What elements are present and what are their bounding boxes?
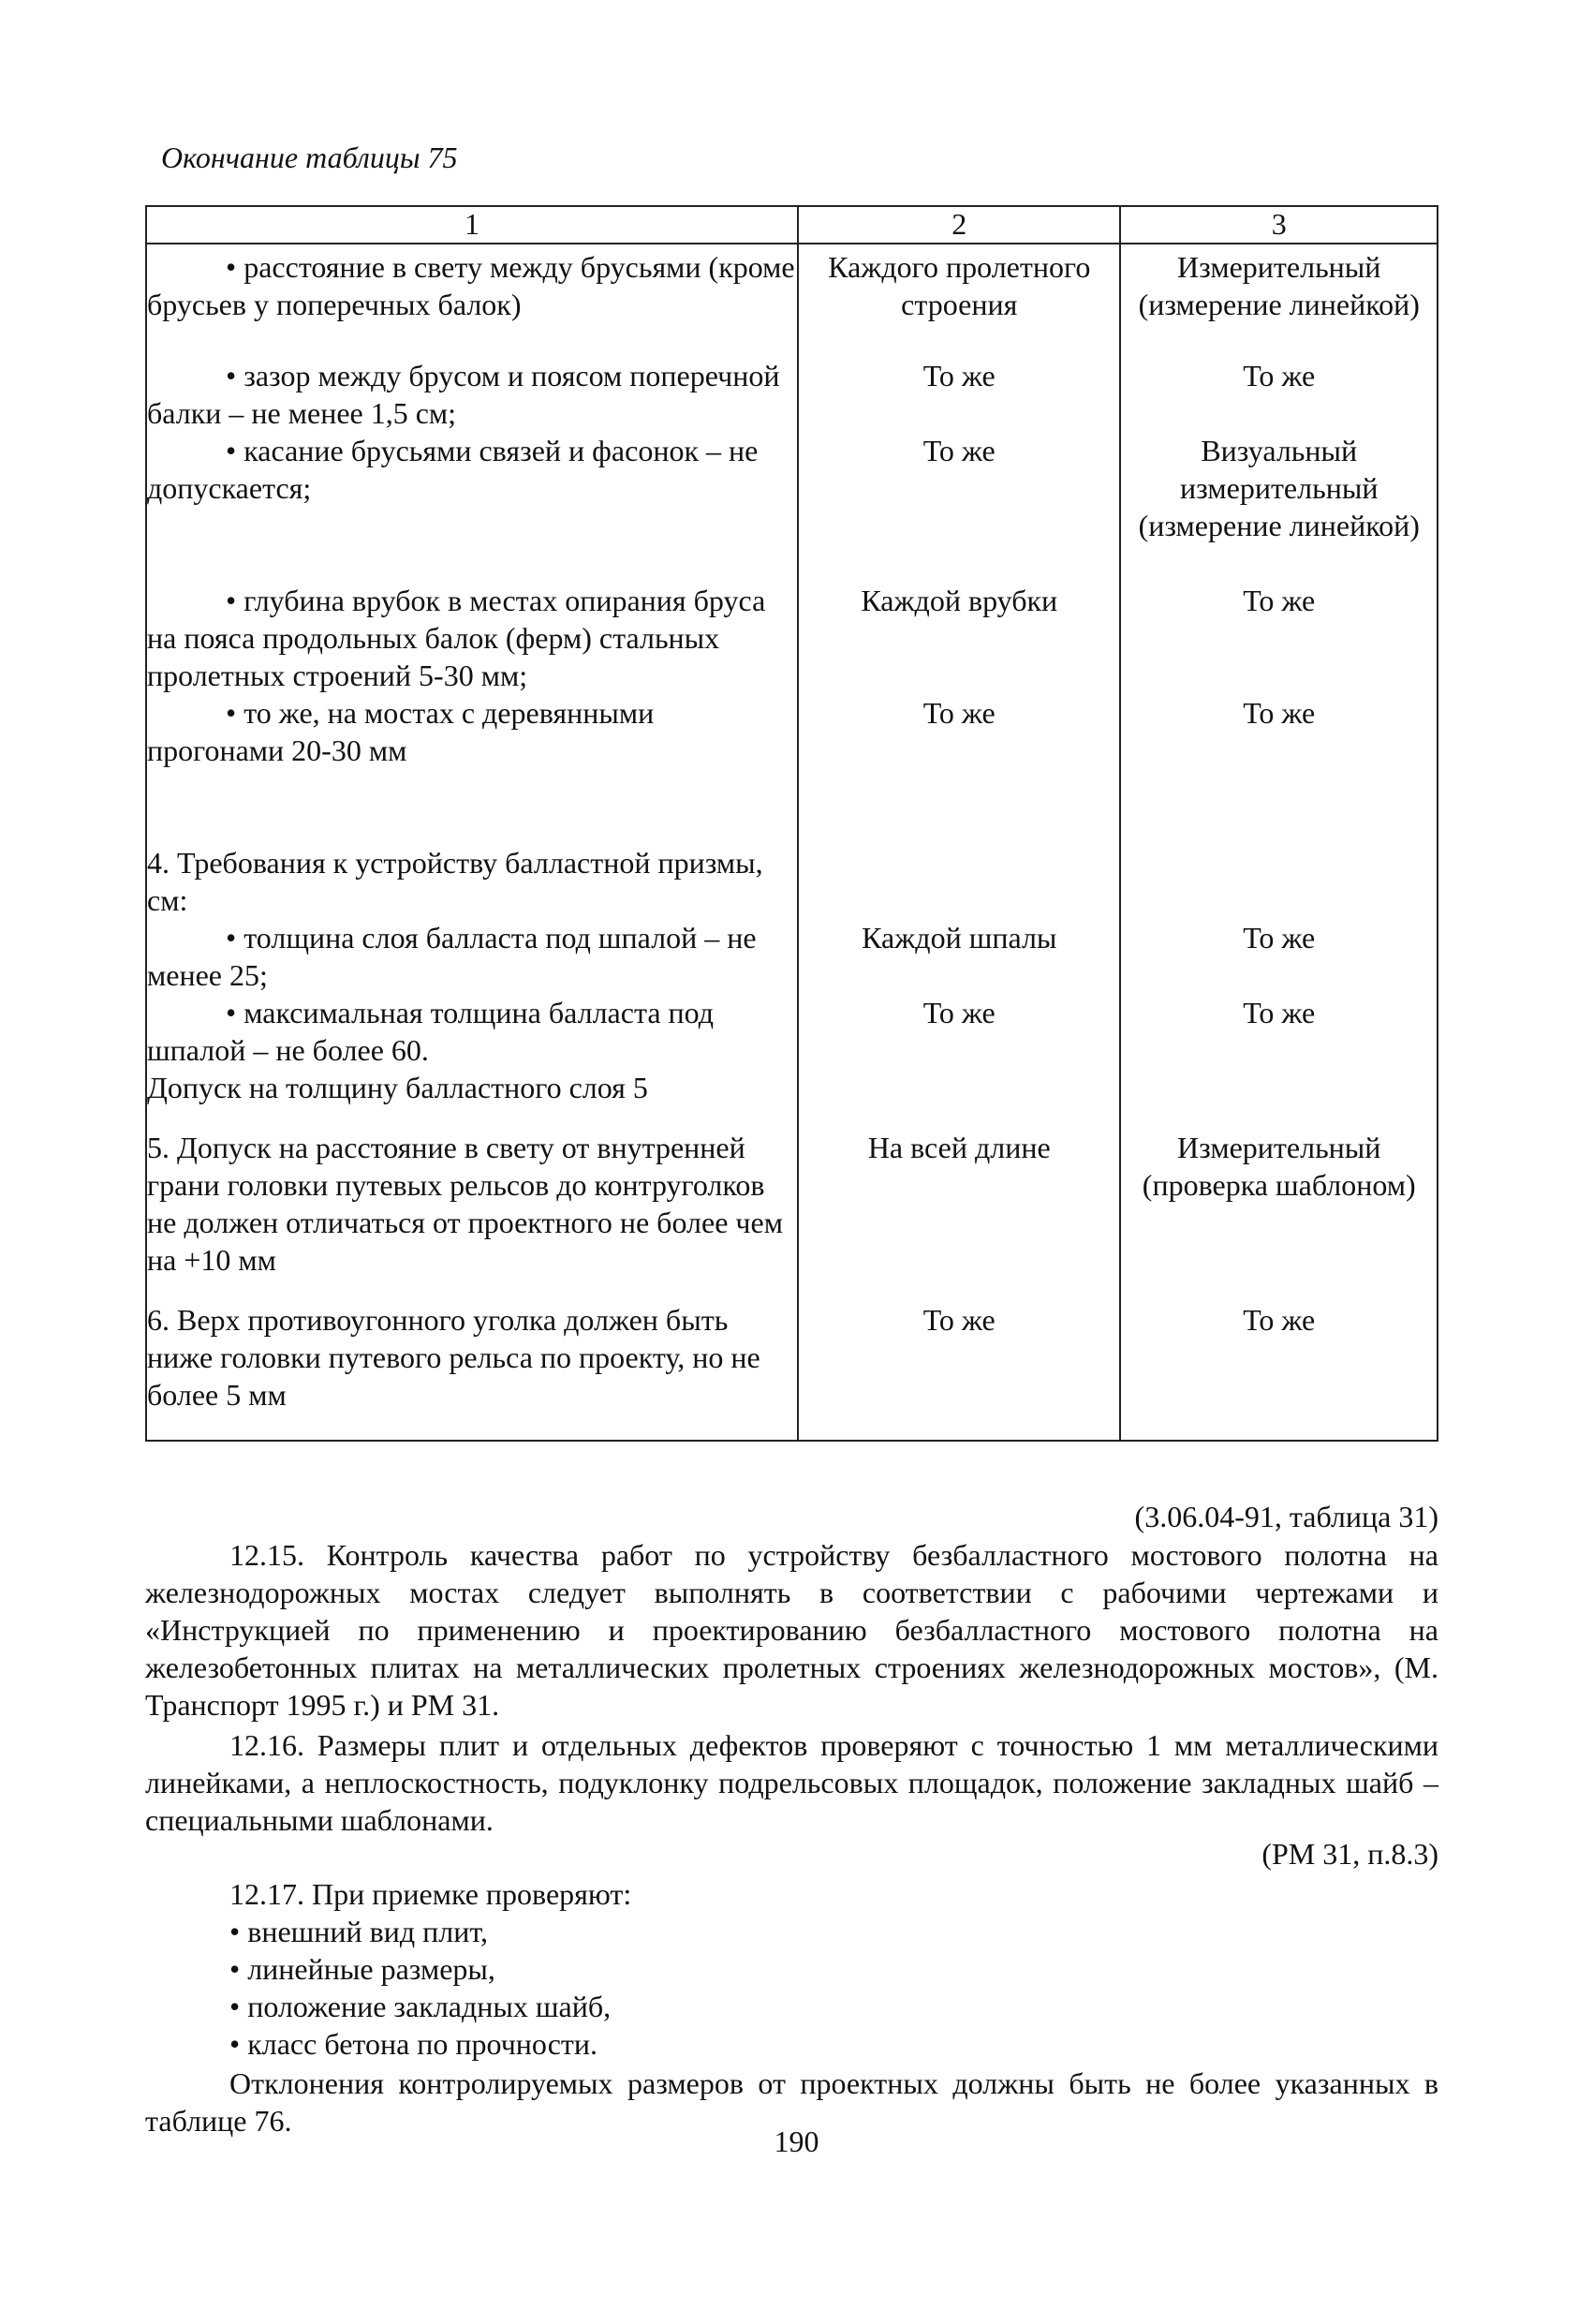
table-row [146,1301,1438,1441]
table-caption: Окончание таблицы 75 [161,141,458,174]
row-3-method: Визуальный измерительный (измерение линейкой) [1120,432,1438,582]
table-header-row [146,206,1438,244]
table-row [146,1129,1438,1301]
row-2-method: То же [1120,357,1438,432]
row-10-method: То же [1120,1301,1438,1441]
table-row [146,694,1438,844]
row-10-scope: То же [798,1301,1120,1441]
table-row [146,919,1438,994]
row-6-scope [798,844,1120,919]
paragraph-12-15: 12.15. Контроль качества работ по устройству безбалластного мостового полотна на железнодорожных мостах следует выполнять в соответствии с рабочими чертежами и «Инструкцией по применению и проектированию безбалластного мостового полотна на железобетонных плитах на металлических пролетных строениях железнодорожных мостов», (М. Транспорт 1995 г.) и РМ 31. [145,1538,1438,1722]
row-5-scope: То же [798,694,1120,844]
row-10-text: 6. Верх противоугонного уголка должен быть ниже головки путевого рельса по проекту, но не более 5 мм [146,1301,798,1441]
row-9-text: 5. Допуск на расстояние в свету от внутренней грани головки путевых рельсов до контруголков не должен отличаться от проектного не более чем на +10 мм [146,1129,798,1301]
list-item: • класс бетона по прочности. [229,2025,611,2063]
list-item: • внешний вид плит, [229,1913,611,1950]
source-reference: (3.06.04-91, таблица 31) [1134,1500,1438,1533]
row-2-text: • зазор между брусом и поясом поперечной балки – не менее 1,5 см; [147,359,779,430]
row-6-method [1120,844,1438,919]
row-8-tolerance: Допуск на толщину балластного слоя 5 [147,1071,648,1104]
row-3-scope: То же [798,432,1120,582]
header-col-1: 1 [146,206,798,244]
table-row [146,582,1438,694]
header-col-2: 2 [798,206,1120,244]
row-1-method: Измерительный (измерение линейкой) [1120,244,1438,357]
row-7-scope: Каждой шпалы [798,919,1120,994]
page-number: 190 [774,2124,819,2158]
table-row [146,994,1438,1129]
row-5-text: • то же, на мостах с деревянными прогонами 20-30 мм [147,696,654,767]
paragraph-12-16: 12.16. Размеры плит и отдельных дефектов проверяют с точностью 1 мм металлическими линейками, а неплоскостность, подуклонку подрельсовых площадок, положение закладных шайб – специальными шаблонами. [145,1728,1438,1837]
row-4-scope: Каждой врубки [798,582,1120,694]
row-4-method: То же [1120,582,1438,694]
paragraph-12-17: 12.17. При приемке проверяют: [229,1877,632,1911]
check-list [229,1913,611,2063]
table-row [146,357,1438,432]
row-4-text: • глубина врубок в местах опирания бруса на пояса продольных балок (ферм) стальных пролетных строений 5-30 мм; [147,584,765,692]
table-row [146,844,1438,919]
header-col-3: 3 [1120,206,1438,244]
row-9-method: Измерительный (проверка шаблоном) [1120,1129,1438,1301]
row-8-text: • максимальная толщина балласта под шпалой – не более 60. [147,996,714,1067]
row-8-method: То же [1120,994,1438,1129]
list-item: • положение закладных шайб, [229,1988,611,2025]
source-reference: (РМ 31, п.8.3) [1261,1837,1438,1871]
row-1-scope: Каждого пролетного строения [798,244,1120,357]
row-6-text: 4. Требования к устройству балластной призмы, см: [146,844,798,919]
table-75 [145,205,1438,1442]
row-8-scope: То же [798,994,1120,1129]
row-7-text: • толщина слоя балласта под шпалой – не менее 25; [147,921,757,992]
list-item: • линейные размеры, [229,1950,611,1988]
row-2-scope: То же [798,357,1120,432]
paragraph-deviations: Отклонения контролируемых размеров от проектных должны быть не более указанных в таблице 76. [145,2066,1438,2138]
row-1-text: • расстояние в свету между брусьями (кроме брусьев у поперечных балок) [147,250,795,321]
row-3-text: • касание брусьями связей и фасонок – не допускается; [147,434,758,505]
row-7-method: То же [1120,919,1438,994]
row-9-scope: На всей длине [798,1129,1120,1301]
table-row [146,244,1438,357]
row-5-method: То же [1120,694,1438,844]
table-row [146,432,1438,582]
